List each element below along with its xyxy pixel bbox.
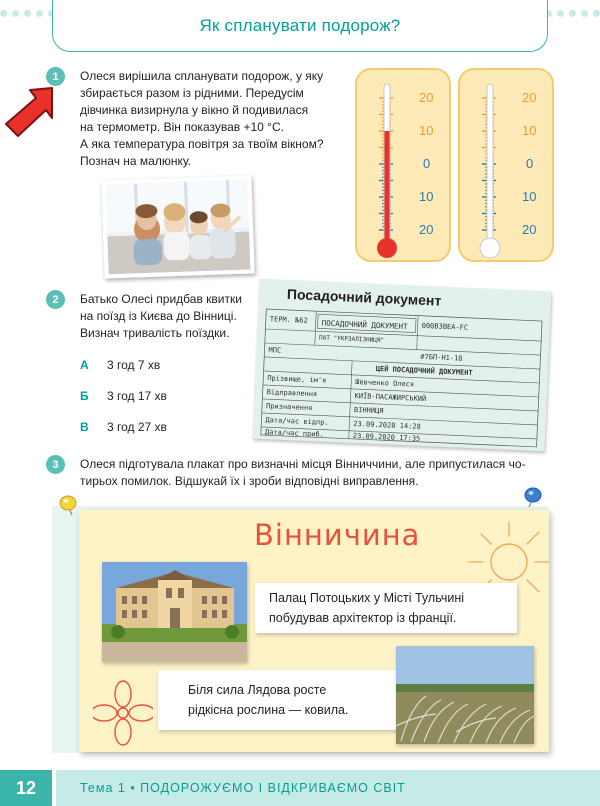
option-letter: А [80, 358, 89, 372]
thermo-label-plus10: 10 [522, 123, 537, 138]
thermo-label-plus20: 20 [419, 90, 434, 105]
thermo-label-plus20: 20 [522, 90, 537, 105]
thermometer-bulb [377, 238, 397, 258]
task-number-1: 1 [46, 67, 65, 86]
ticket-heading: Посадочний документ [286, 285, 442, 309]
task2-line: Батько Олесі придбав квитки [80, 292, 242, 306]
task3-line: Олеся підготувала плакат про визначні місця Вінниччини, але припустилася чо- [80, 457, 526, 471]
ticket-row-value: 23.09.2020 14:28 [353, 419, 421, 431]
thermo-label-minus20: 20 [419, 222, 434, 237]
topic-band [56, 770, 600, 806]
option-value: 3 год 17 хв [107, 389, 167, 403]
ticket-section-title: ЦЕЙ ПОСАДОЧНИЙ ДОКУМЕНТ [375, 364, 473, 378]
task2-line: Визнач тривалість поїздки. [80, 326, 230, 340]
ticket-row-value: Шевченко Олеся [355, 377, 415, 389]
task2-line: на поїзд із Києва до Вінниці. [80, 309, 237, 323]
ticket-mps: МПС [268, 346, 282, 355]
page-title-box [52, 0, 548, 52]
card-line: Палац Потоцьких у Місті Тульчині [269, 591, 465, 605]
task-number-3: 3 [46, 455, 65, 474]
feather-grass-photo [396, 646, 534, 744]
thermo-label-minus10: 10 [419, 189, 434, 204]
topic-title: Тема 1 • ПОДОРОЖУЄМО І ВІДКРИВАЄМО СВІТ [80, 781, 406, 795]
card-line: рідкісна рослина — ковила. [188, 703, 349, 717]
page-number-tab [0, 770, 52, 806]
task1-line: збирається разом із рідними. Передусім [80, 86, 304, 100]
thermometer-left-scale [357, 70, 453, 264]
thermometer-right[interactable] [458, 68, 554, 262]
page-footer [0, 770, 600, 806]
option-value: 3 год 7 хв [107, 358, 161, 372]
page-title: Як спланувати подорож? [199, 15, 401, 35]
thermo-label-zero: 0 [423, 156, 431, 171]
thermometer-bulb [480, 238, 500, 258]
flower-doodle-icon [93, 678, 153, 748]
poster [79, 510, 549, 752]
fact-card-palace [255, 583, 517, 633]
thermometer-right-scale [460, 70, 556, 264]
page-number: 12 [15, 777, 37, 798]
ticket-row-label: Дата/час приб. [264, 428, 325, 439]
pushpin-yellow-icon [58, 494, 78, 516]
option-letter: В [80, 420, 89, 434]
ticket-row-value: КИЇВ-ПАСАЖИРСЬКИЙ [354, 391, 427, 404]
option-value: 3 год 27 хв [107, 420, 167, 434]
task1-text [80, 68, 350, 170]
option-letter: Б [80, 389, 89, 403]
ticket-row-label: Призначення [265, 402, 313, 413]
pushpin-blue-icon [523, 486, 543, 508]
task1-line: Олеся вирішила спланувати подорож, у яку [80, 69, 324, 83]
ticket-code: 000В3BEA-FC [421, 321, 469, 332]
ticket-company: ПАТ "УКРЗАЛІЗНИЦЯ" [318, 334, 385, 345]
task3-line: тирьох помилок. Відшукай їх і зроби відповідні виправлення. [80, 474, 419, 488]
card-line: Біля сила Лядова росте [188, 683, 327, 697]
thermo-label-minus20: 20 [522, 222, 537, 237]
task1-line: на термометр. Він показував +10 °С. [80, 120, 284, 134]
thermo-label-minus10: 10 [522, 189, 537, 204]
boarding-ticket [253, 279, 552, 452]
thermo-label-plus10: 10 [419, 123, 434, 138]
thermometer-tube [487, 84, 493, 240]
thermometer-left [355, 68, 451, 262]
palace-photo [102, 562, 247, 662]
thermo-label-zero: 0 [526, 156, 534, 171]
ticket-train: #7БП-Н1-18 [420, 352, 463, 363]
ticket-doc-label: ПОСАДОЧНИЙ ДОКУМЕНТ [321, 318, 408, 332]
task2-text [80, 291, 260, 342]
ticket-row-label: Прізвище, ім'я [267, 374, 327, 385]
ticket-term: ТЕРМ. №62 [269, 315, 308, 325]
thermometer-mercury [385, 131, 390, 243]
family-photo [101, 175, 254, 278]
ticket-row-label: Відправлення [266, 388, 318, 399]
ticket-row-value: ВІННИЦЯ [353, 405, 384, 416]
ticket-row-label: Дата/час відпр. [265, 416, 329, 427]
ticket-row-value: 23.09.2020 17:35 [352, 431, 421, 443]
card-line: побудував архітектор із франції. [269, 611, 457, 625]
red-arrow-icon [2, 84, 54, 138]
task1-line: дівчинка визирнула у вікно й подивилася [80, 103, 309, 117]
task1-line: Познач на малюнку. [80, 154, 191, 168]
task3-text [80, 456, 550, 490]
task1-line: А яка температура повітря за твоїм вікном? [80, 137, 324, 151]
task-number-2: 2 [46, 290, 65, 309]
fact-card-feather-grass [158, 670, 408, 730]
poster-title: Вінничина [254, 518, 421, 552]
